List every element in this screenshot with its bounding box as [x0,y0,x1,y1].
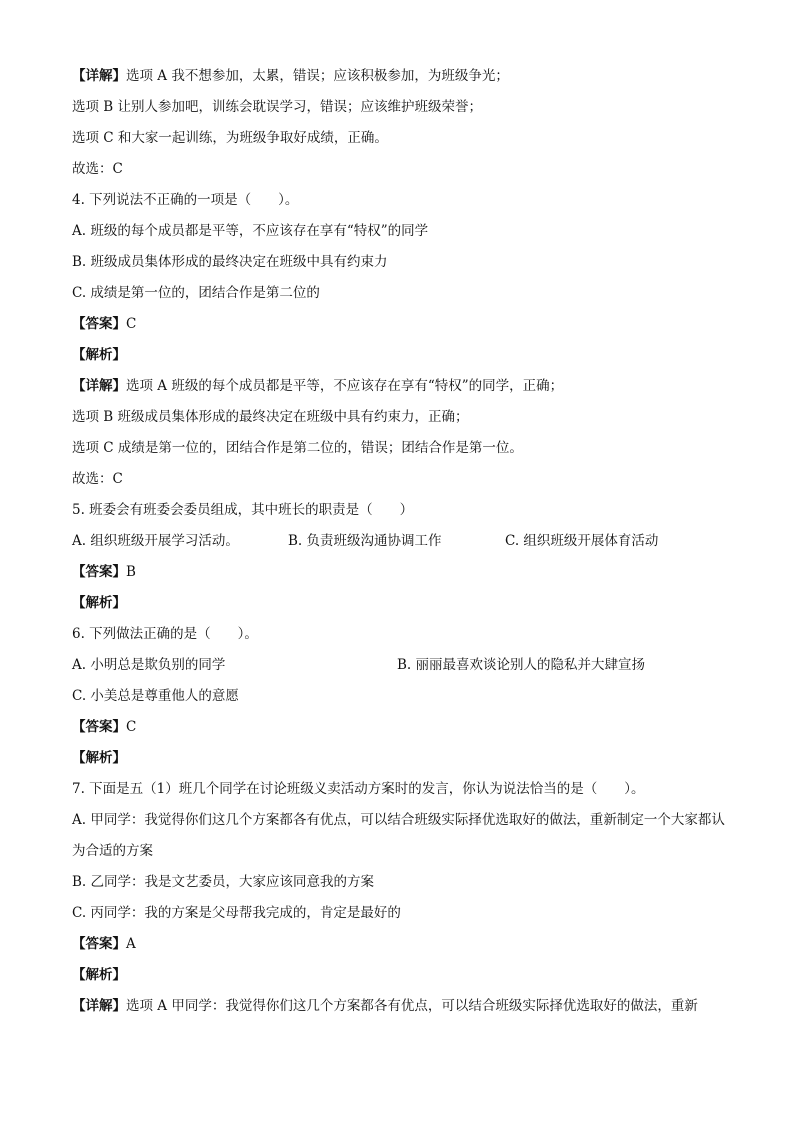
section-tag: 【详解】 [72,378,126,394]
section-tag: 【解析】 [72,967,126,983]
section-tag: 【答案】 [72,719,126,735]
question-5-options [72,526,734,557]
section-tag: 【详解】 [72,998,126,1014]
question-4-option-c: C. 成绩是第一位的，团结合作是第二位的 [72,285,320,301]
question-4-option-a: A. 班级的每个成员都是平等，不应该存在享有“特权”的同学 [72,223,429,239]
text-line: 选项 C 成绩是第一位的，团结合作是第二位的，错误；团结合作是第一位。 [72,440,523,456]
explanation-detail-line [72,371,734,402]
question-6-option-b: B. 丽丽最喜欢谈论别人的隐私并大肆宣扬 [397,657,646,673]
line-text: 选项 A 甲同学：我觉得你们这几个方案都各有优点，可以结合班级实际择优选取好的做法，重新 [126,998,698,1014]
question-7-option-b: B. 乙同学：我是文艺委员，大家应该同意我的方案 [72,874,375,890]
line-text: 选项 A 班级的每个成员都是平等，不应该存在享有“特权”的同学，正确； [126,378,564,394]
answer-line [72,712,734,743]
question-4-option-b: B. 班级成员集体形成的最终决定在班级中具有约束力 [72,254,388,270]
choice-line: 故选：C [72,471,123,487]
section-tag: 【详解】 [72,68,126,84]
question-4-stem: 4. 下列说法不正确的一项是（ ）。 [72,192,299,208]
answer-value: C [126,719,137,735]
section-tag: 【答案】 [72,564,126,580]
question-5-option-a: A. 组织班级开展学习活动。 [72,533,239,549]
analysis-line [72,743,734,774]
answer-line [72,929,734,960]
question-5-option-c: C. 组织班级开展体育活动 [505,533,659,549]
analysis-line [72,588,734,619]
answer-value: C [126,316,137,332]
question-7-stem: 7. 下面是五（1）班几个同学在讨论班级义卖活动方案时的发言，你认为说法恰当的是（ ）。 [72,781,645,797]
text-line: 选项 C 和大家一起训练，为班级争取好成绩，正确。 [72,130,388,146]
question-7-option-a: A. 甲同学：我觉得你们这几个方案都各有优点，可以结合班级实际择优选取好的做法，重新制定一个大家都认为合适的方案 [72,812,725,859]
analysis-line [72,340,734,371]
section-tag: 【答案】 [72,936,126,952]
question-6-options [72,650,734,681]
answer-line [72,557,734,588]
line-text: 选项 A 我不想参加，太累，错误；应该积极参加，为班级争光； [126,68,509,84]
choice-line: 故选：C [72,161,123,177]
section-tag: 【解析】 [72,347,126,363]
section-tag: 【答案】 [72,316,126,332]
question-6-option-a: A. 小明总是欺负别的同学 [72,657,226,673]
question-5-option-b: B. 负责班级沟通协调工作 [288,533,442,549]
section-tag: 【解析】 [72,750,126,766]
text-line: 选项 B 让别人参加吧，训练会耽误学习，错误；应该维护班级荣誉； [72,99,483,115]
answer-line [72,309,734,340]
text-line: 选项 B 班级成员集体形成的最终决定在班级中具有约束力，正确； [72,409,469,425]
analysis-line [72,960,734,991]
section-tag: 【解析】 [72,595,126,611]
question-5-stem: 5. 班委会有班委会委员组成，其中班长的职责是（ ） [72,502,414,518]
question-6-stem: 6. 下列做法正确的是（ ）。 [72,626,258,642]
explanation-detail-line [72,61,734,92]
answer-value: A [126,936,136,952]
question-7-option-c: C. 丙同学：我的方案是父母帮我完成的，肯定是最好的 [72,905,401,921]
explanation-detail-line [72,991,734,1022]
answer-value: B [126,564,136,580]
question-6-option-c: C. 小美总是尊重他人的意愿 [72,688,239,704]
